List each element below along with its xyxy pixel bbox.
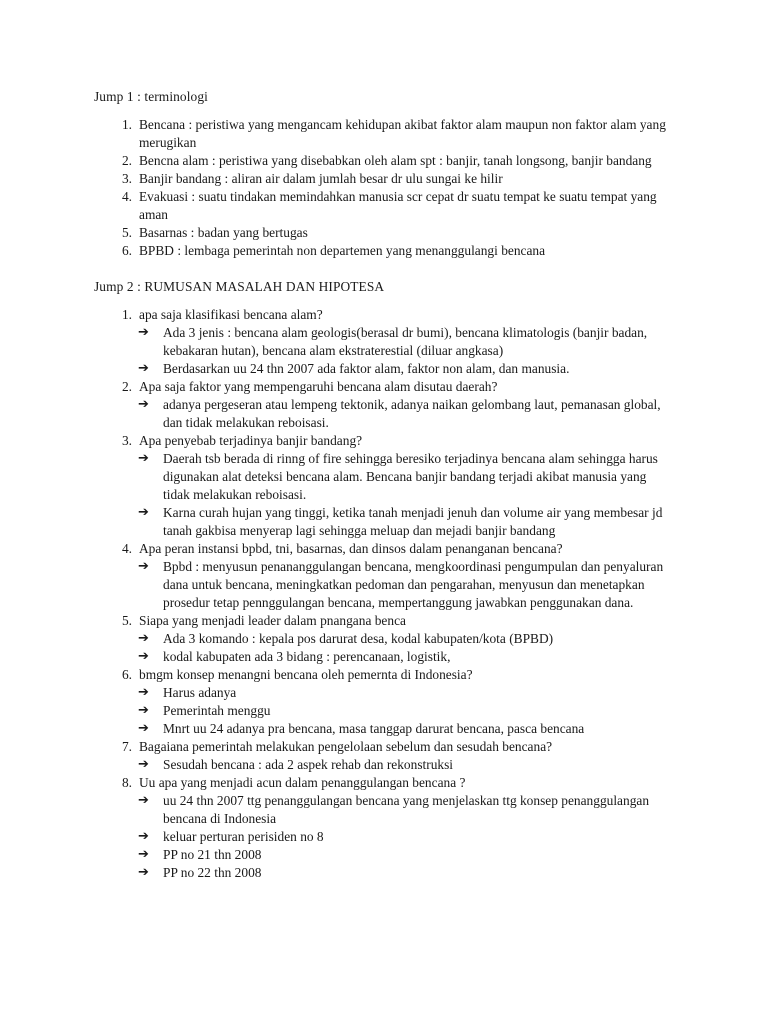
answer-text: PP no 22 thn 2008	[163, 865, 262, 880]
arrow-right-icon: ➔	[138, 829, 149, 844]
item-number: 3.	[121, 171, 132, 186]
answer-text: Pemerintah menggu	[163, 703, 271, 718]
item-number: 5.	[121, 225, 132, 240]
arrow-right-icon: ➔	[138, 703, 149, 718]
question-text: Siapa yang menjadi leader dalam pnangana benca	[139, 613, 406, 628]
item-number: 2.	[121, 153, 132, 168]
arrow-right-icon: ➔	[138, 865, 149, 880]
answer-list	[139, 450, 672, 540]
arrow-right-icon: ➔	[138, 505, 149, 520]
item-text: Bencana : peristiwa yang mengancam kehidupan akibat faktor alam maupun non faktor alam yang merugikan	[139, 117, 666, 150]
answer-text: keluar perturan perisiden no 8	[163, 829, 324, 844]
arrow-right-icon: ➔	[138, 361, 149, 376]
answer-text: PP no 21 thn 2008	[163, 847, 262, 862]
question-item	[0, 666, 768, 738]
question-text: Apa penyebab terjadinya banjir bandang?	[139, 433, 363, 448]
arrow-right-icon: ➔	[138, 451, 149, 466]
item-number: 4.	[121, 189, 132, 204]
answer-item	[139, 846, 672, 864]
answer-list	[139, 324, 672, 378]
item-number: 1.	[121, 117, 132, 132]
arrow-right-icon: ➔	[138, 793, 149, 808]
answer-text: Ada 3 komando : kepala pos darurat desa, kodal kabupaten/kota (BPBD)	[163, 631, 554, 646]
item-number: 1.	[121, 307, 132, 322]
answer-list	[139, 630, 672, 666]
answer-list	[139, 756, 672, 774]
item-number: 7.	[121, 739, 132, 754]
item-text: Bencna alam : peristiwa yang disebabkan oleh alam spt : banjir, tanah longsong, banjir bandang	[139, 153, 652, 168]
list-item	[0, 152, 768, 170]
question-text: apa saja klasifikasi bencana alam?	[139, 307, 323, 322]
answer-list	[139, 396, 672, 432]
answer-item	[139, 324, 672, 360]
item-text: Evakuasi : suatu tindakan memindahkan manusia scr cepat dr suatu tempat ke suatu tempat yang aman	[139, 189, 657, 222]
answer-text: Harus adanya	[163, 685, 237, 700]
answer-text: Mnrt uu 24 adanya pra bencana, masa tanggap darurat bencana, pasca bencana	[163, 721, 585, 736]
arrow-right-icon: ➔	[138, 631, 149, 646]
answer-item	[139, 396, 672, 432]
item-text: Basarnas : badan yang bertugas	[139, 225, 308, 240]
arrow-right-icon: ➔	[138, 757, 149, 772]
answer-text: Bpbd : menyusun penananggulangan bencana, mengkoordinasi pengumpulan dan penyaluran dana untuk bencana, meningkatkan pedoman dan pengarahan, menyusun dan menetapkan prosedur tetap pennggulangan bencana, mempertanggung jawabkan penggunakan dana.	[163, 559, 664, 610]
question-item	[0, 432, 768, 540]
arrow-right-icon: ➔	[138, 559, 149, 574]
answer-text: uu 24 thn 2007 ttg penanggulangan bencana yang menjelaskan ttg konsep penanggulangan bencana di Indonesia	[163, 793, 650, 826]
question-item	[0, 612, 768, 666]
arrow-right-icon: ➔	[138, 847, 149, 862]
arrow-right-icon: ➔	[138, 325, 149, 340]
list-item	[0, 116, 768, 152]
section-heading-jump2: Jump 2 : RUMUSAN MASALAH DAN HIPOTESA	[94, 279, 385, 294]
answer-text: Sesudah bencana : ada 2 aspek rehab dan rekonstruksi	[163, 757, 454, 772]
answer-text: Karna curah hujan yang tinggi, ketika tanah menjadi jenuh dan volume air yang membesar jd tanah gakbisa menyerap lagi sehingga meluap dan mejadi banjir bandang	[163, 505, 663, 538]
answer-item	[139, 558, 672, 612]
arrow-right-icon: ➔	[138, 649, 149, 664]
answer-text: Daerah tsb berada di rinng of fire sehingga beresiko terjadinya bencana alam sehingga harus digunakan alat deteksi bencana alam. Bencana banjir bandang terjadi akibat manusia yang tidak melakukan reboisasi.	[163, 451, 658, 502]
item-number: 4.	[121, 541, 132, 556]
answer-text: Ada 3 jenis : bencana alam geologis(berasal dr bumi), bencana klimatologis (banjir badan, kebakaran hutan), bencana alam ekstraterestial (diluar angkasa)	[163, 325, 648, 358]
answer-list	[139, 684, 672, 738]
terminology-list	[0, 116, 768, 260]
question-item	[0, 774, 768, 882]
item-text: BPBD : lembaga pemerintah non departemen yang menanggulangi bencana	[139, 243, 546, 258]
answer-item	[139, 702, 672, 720]
question-text: Apa peran instansi bpbd, tni, basarnas, dan dinsos dalam penanganan bencana?	[139, 541, 563, 556]
answer-list	[139, 792, 672, 882]
answer-item	[139, 756, 672, 774]
item-text: Banjir bandang : aliran air dalam jumlah besar dr ulu sungai ke hilir	[139, 171, 503, 186]
answer-text: kodal kabupaten ada 3 bidang : perencanaan, logistik,	[163, 649, 451, 664]
arrow-right-icon: ➔	[138, 685, 149, 700]
arrow-right-icon: ➔	[138, 397, 149, 412]
question-text: Uu apa yang menjadi acun dalam penanggulangan bencana ?	[139, 775, 466, 790]
answer-list	[139, 558, 672, 612]
question-text: bmgm konsep menangni bencana oleh pemernta di Indonesia?	[139, 667, 473, 682]
question-item	[0, 738, 768, 774]
arrow-right-icon: ➔	[138, 721, 149, 736]
item-number: 6.	[121, 243, 132, 258]
list-item	[0, 170, 768, 188]
list-item	[0, 224, 768, 242]
answer-item	[139, 504, 672, 540]
answer-text: adanya pergeseran atau lempeng tektonik, adanya naikan gelombang laut, pemanasan global, dan tidak melakukan reboisasi.	[163, 397, 661, 430]
item-number: 3.	[121, 433, 132, 448]
problem-hypothesis-list	[0, 306, 768, 882]
question-item	[0, 306, 768, 378]
answer-item	[139, 720, 672, 738]
answer-item	[139, 450, 672, 504]
list-item	[0, 188, 768, 224]
answer-text: Berdasarkan uu 24 thn 2007 ada faktor alam, faktor non alam, dan manusia.	[163, 361, 570, 376]
list-item	[0, 242, 768, 260]
item-number: 2.	[121, 379, 132, 394]
answer-item	[139, 648, 672, 666]
item-number: 6.	[121, 667, 132, 682]
question-text: Bagaiana pemerintah melakukan pengelolaan sebelum dan sesudah bencana?	[139, 739, 553, 754]
question-text: Apa saja faktor yang mempengaruhi bencana alam disutau daerah?	[139, 379, 498, 394]
answer-item	[139, 684, 672, 702]
item-number: 8.	[121, 775, 132, 790]
question-item	[0, 540, 768, 612]
answer-item	[139, 630, 672, 648]
item-number: 5.	[121, 613, 132, 628]
answer-item	[139, 792, 672, 828]
question-item	[0, 378, 768, 432]
answer-item	[139, 864, 672, 882]
answer-item	[139, 828, 672, 846]
answer-item	[139, 360, 672, 378]
section-heading-jump1: Jump 1 : terminologi	[94, 89, 208, 104]
